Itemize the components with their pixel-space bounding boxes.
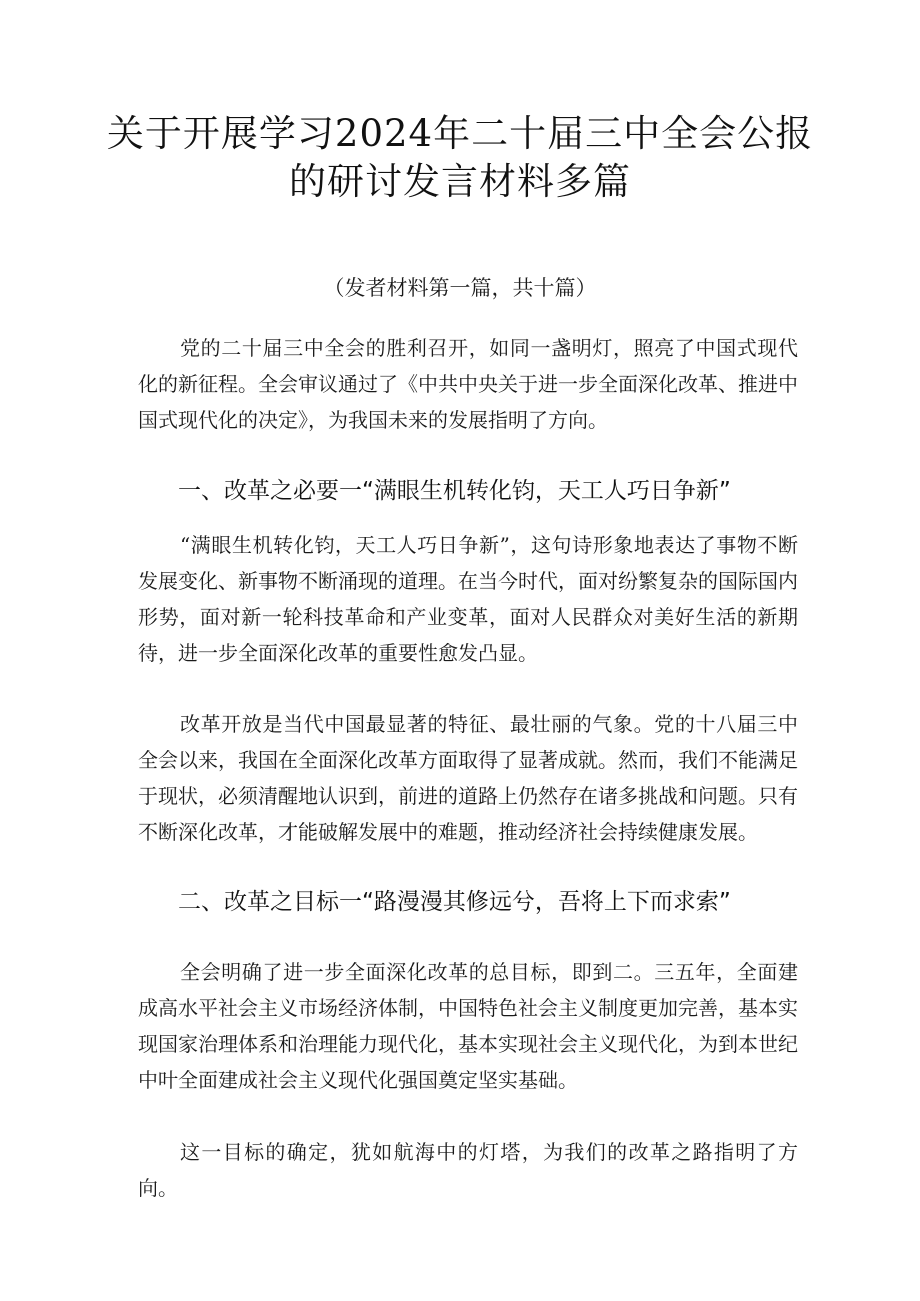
section2-paragraph-2: 这一目标的确定，犹如航海中的灯塔，为我们的改革之路指明了方向。 (138, 1140, 798, 1200)
section-heading-2: 二、改革之目标一“路漫漫其修远兮，吾将上下而求索” (178, 889, 731, 915)
document-title-line-1: 关于开展学习2024年二十届三中全会公报 (106, 112, 814, 155)
document-subtitle: （发者材料第一篇，共十篇） (323, 276, 597, 300)
intro-paragraph: 党的二十届三中全会的胜利召开，如同一盏明灯，照亮了中国式现代化的新征程。全会审议通过了《中共中央关于进一步全面深化改革、推进中国式现代化的决定》，为我国未来的发展指明了方向。 (138, 336, 798, 432)
section-heading-1: 一、改革之必要一“满眼生机转化钧，天工人巧日争新” (178, 478, 731, 504)
section1-paragraph-1: “满眼生机转化钧，天工人巧日争新”，这句诗形象地表达了事物不断发展变化、新事物不断涌现的道理。在当今时代，面对纷繁复杂的国际国内形势，面对新一轮科技革命和产业变革，面对人民群众对美好生活的新期待，进一步全面深化改革的重要性愈发凸显。 (138, 533, 798, 665)
section1-paragraph-2: 改革开放是当代中国最显著的特征、最壮丽的气象。党的十八届三中全会以来，我国在全面深化改革方面取得了显著成就。然而，我们不能满足于现状，必须清醒地认识到，前进的道路上仍然存在诸多挑战和问题。只有不断深化改革，才能破解发展中的难题，推动经济社会持续健康发展。 (138, 712, 798, 844)
document-title-line-2: 的研讨发言材料多篇 (289, 160, 631, 203)
section2-paragraph-1: 全会明确了进一步全面深化改革的总目标，即到二。三五年，全面建成高水平社会主义市场经济体制，中国特色社会主义制度更加完善，基本实现国家治理体系和治理能力现代化，基本实现社会主义现代化，为到本世纪中叶全面建成社会主义现代化强国奠定坚实基础。 (138, 960, 798, 1092)
